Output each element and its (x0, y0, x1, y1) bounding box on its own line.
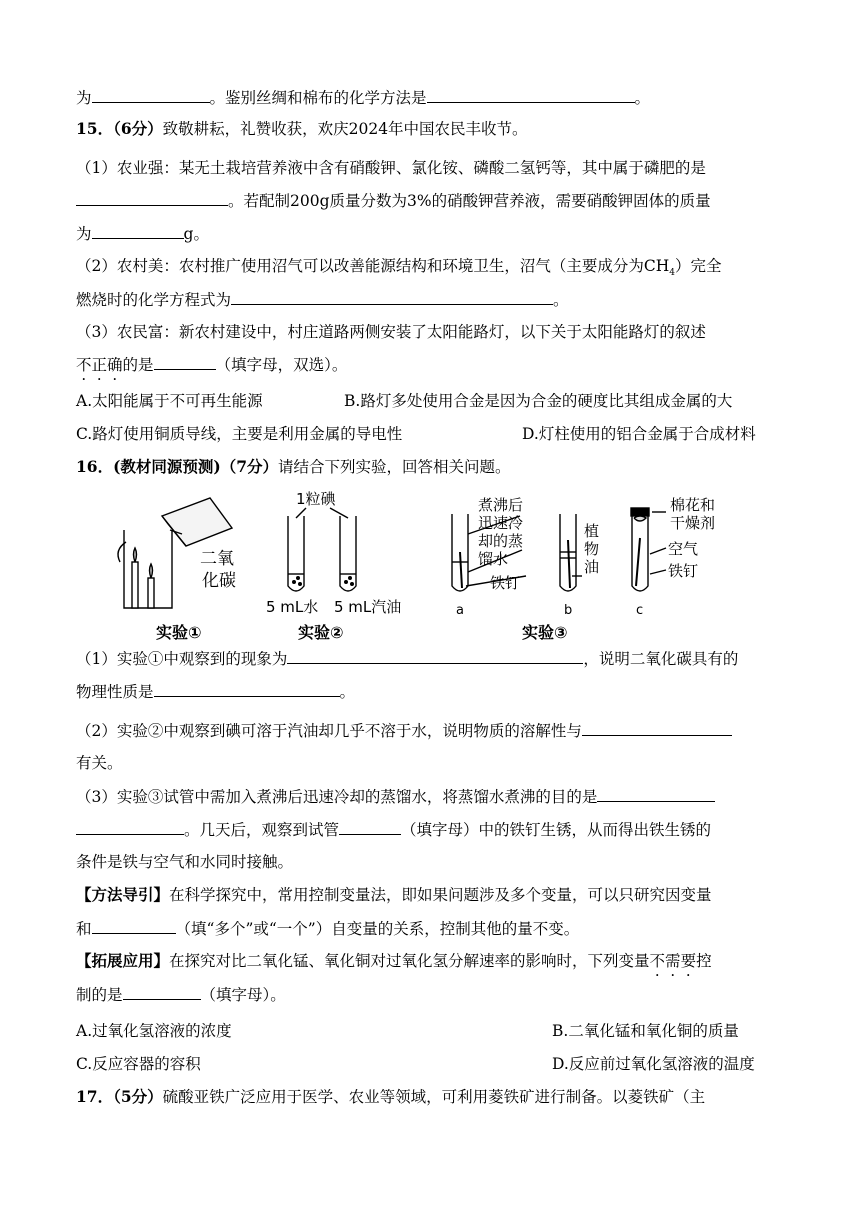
extension-line2: 制的是 （填字母）。 (76, 983, 286, 1006)
co2-label: 二氧 (200, 549, 234, 569)
q15-part1-line3: 为 g。 (76, 222, 209, 245)
answer-blank[interactable] (582, 719, 732, 736)
q15-part1-line1: （1）农业强：某无土栽培营养液中含有硝酸钾、氯化铵、磷酸二氢钙等，其中属于磷肥的是 (76, 159, 706, 177)
iodine-label: 1粒碘 (296, 490, 336, 508)
exp1-caption: 实验① (156, 623, 202, 642)
q16-option-d[interactable]: D.反应前过氧化氢溶液的温度 (552, 1055, 755, 1073)
boiled-water-label-3: 却的蒸 (478, 532, 524, 550)
q16-part3-line2: 。几天后，观察到试管 （填字母）中的铁钉生锈，从而得出铁生锈的 (76, 818, 711, 841)
extension-line1: 【拓展应用】在探究对比二氧化锰、氧化铜对过氧化氢分解速率的影响时，下列变量不需要控 (76, 951, 712, 970)
tube-b-label: b (564, 603, 573, 618)
answer-blank[interactable] (123, 983, 201, 1000)
experiment-diagram (110, 490, 750, 650)
oil-label: 植 (584, 522, 600, 540)
exp2-caption: 实验② (298, 623, 344, 642)
answer-blank[interactable] (427, 86, 635, 103)
q15-option-c[interactable]: C.路灯使用铜质导线，主要是利用金属的导电性 (76, 425, 403, 443)
nail-label: 铁钉 (490, 574, 521, 592)
q15-part3-line1: （3）农民富：新农村建设中，村庄道路两侧安装了太阳能路灯，以下关于太阳能路灯的叙述 (76, 323, 706, 341)
boiled-water-label-4: 馏水 (478, 550, 509, 568)
answer-blank[interactable] (92, 86, 210, 103)
boiled-water-label: 煮沸后 (478, 496, 524, 514)
water-label: 5 mL水 (266, 598, 319, 616)
cotton-label-2: 干燥剂 (670, 514, 716, 532)
answer-blank[interactable] (597, 785, 715, 802)
answer-blank[interactable] (154, 680, 340, 697)
tube-c-label: c (636, 603, 644, 618)
q17-heading: 17．（5分）硫酸亚铁广泛应用于医学、农业等领域，可利用菱铁矿进行制备。以菱铁矿（主 (76, 1087, 706, 1106)
answer-blank[interactable] (92, 917, 176, 934)
co2-label-2: 化碳 (202, 571, 236, 591)
q15-part1-line2: 。若配制200g质量分数为3%的硝酸钾营养液，需要硝酸钾固体的质量 (76, 189, 711, 212)
gasoline-label: 5 mL汽油 (334, 598, 402, 616)
answer-blank[interactable] (339, 818, 401, 835)
q15-option-b[interactable]: B.路灯多处使用合金是因为合金的硬度比其组成金属的大 (344, 392, 733, 410)
q16-part3-line1: （3）实验③试管中需加入煮沸后迅速冷却的蒸馏水，将蒸馏水煮沸的目的是 (76, 785, 715, 808)
q16-heading: 16．(教材同源预测)（7分）请结合下列实验，回答相关问题。 (76, 457, 511, 476)
q15-part2-line2: 燃烧时的化学方程式为 。 (76, 288, 569, 311)
q16-part1-line2: 物理性质是 。 (76, 680, 355, 703)
q15-option-d[interactable]: D.灯柱使用的铝合金属于合成材料 (522, 425, 756, 443)
q14-tail-line: 为 。鉴别丝绸和棉布的化学方法是 。 (76, 86, 650, 109)
exp2-apparatus (288, 508, 356, 591)
q16-option-b[interactable]: B.二氧化锰和氧化铜的质量 (552, 1022, 739, 1040)
q15-option-a[interactable]: A.太阳能属于不可再生能源 (76, 392, 263, 410)
q16-option-a[interactable]: A.过氧化氢溶液的浓度 (76, 1022, 232, 1040)
answer-blank[interactable] (76, 189, 228, 206)
cotton-label: 棉花和 (670, 496, 716, 514)
air-label: 空气 (668, 540, 699, 558)
answer-blank[interactable] (154, 353, 216, 370)
oil-label-2: 物 (584, 540, 600, 558)
q16-part2-line2: 有关。 (76, 754, 123, 772)
boiled-water-label-2: 迅速冷 (478, 514, 524, 532)
q16-part2-line1: （2）实验②中观察到碘可溶于汽油却几乎不溶于水，说明物质的溶解性与 (76, 719, 732, 742)
method-guide-line1: 【方法导引】在科学探究中，常用控制变量法，即如果问题涉及多个变量，可以只研究因变量 (76, 885, 712, 904)
nail2-label: 铁钉 (668, 562, 699, 580)
q15-heading: 15．（6分）致敬耕耘，礼赞收获，欢庆2024年中国农民丰收节。 (76, 119, 528, 138)
q16-part3-line3: 条件是铁与空气和水同时接触。 (76, 853, 294, 871)
exp3-caption: 实验③ (522, 623, 568, 642)
method-guide-line2: 和 （填“多个”或“一个”）自变量的关系，控制其他的量不变。 (76, 917, 579, 940)
q16-option-c[interactable]: C.反应容器的容积 (76, 1055, 201, 1073)
answer-blank[interactable] (92, 222, 184, 239)
q15-part3-line2: 不正确的是 （填字母，双选）。 (76, 353, 347, 376)
oil-label-3: 油 (584, 558, 600, 576)
tube-a-label: a (456, 603, 464, 618)
q15-part2-line1: （2）农村美：农村推广使用沼气可以改善能源结构和环境卫生，沼气（主要成分为$CH_4$）完全 (76, 257, 722, 279)
experiment-figure (110, 490, 750, 650)
answer-blank[interactable] (231, 288, 553, 305)
q16-part1-line1: （1）实验①中观察到的现象为 ，说明二氧化碳具有的 (76, 647, 738, 670)
answer-blank[interactable] (287, 647, 583, 664)
answer-blank[interactable] (76, 818, 184, 835)
